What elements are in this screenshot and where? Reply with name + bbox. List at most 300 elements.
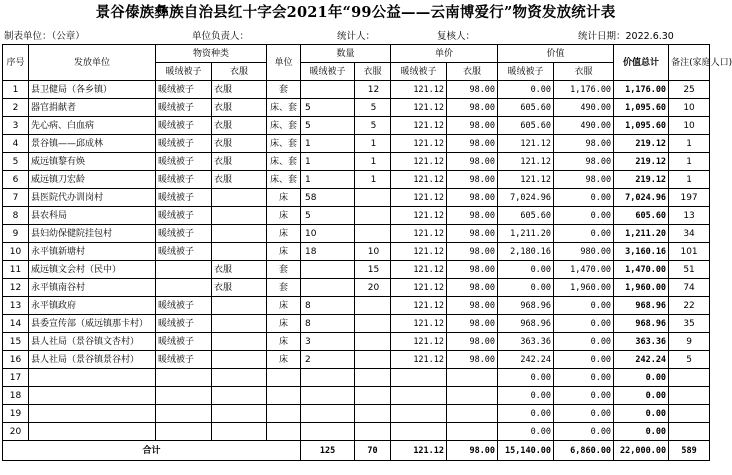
table-body <box>3 81 710 441</box>
table-row <box>3 423 710 441</box>
header-value-total: 价值总计 <box>614 45 669 81</box>
row-qty-cloth <box>355 351 391 369</box>
row-qty-quilt: 10 <box>301 225 355 243</box>
row-value-cloth: 98.00 <box>554 171 614 189</box>
row-qty-cloth <box>355 225 391 243</box>
table-row <box>3 189 710 207</box>
row-type-cloth <box>212 405 267 423</box>
row-qty-cloth <box>355 207 391 225</box>
row-unit: 床 <box>267 297 301 315</box>
row-remark <box>669 369 710 387</box>
row-qty-cloth: 10 <box>355 243 391 261</box>
row-price-cloth: 98.00 <box>447 207 498 225</box>
row-value-cloth: 0.00 <box>554 333 614 351</box>
row-unit <box>267 405 301 423</box>
row-unit: 床 <box>267 189 301 207</box>
row-price-quilt: 121.12 <box>391 171 447 189</box>
row-unit: 床 <box>267 351 301 369</box>
row-type-quilt: 暖绒被子 <box>156 81 212 99</box>
row-type-quilt: 暖绒被子 <box>156 225 212 243</box>
row-price-quilt <box>391 423 447 441</box>
table-row <box>3 135 710 153</box>
row-qty-quilt <box>301 387 355 405</box>
row-unit: 床 <box>267 243 301 261</box>
row-seq: 7 <box>3 189 29 207</box>
row-type-cloth <box>212 297 267 315</box>
meta-lead: 单位负责人： <box>192 31 250 42</box>
row-qty-cloth: 5 <box>355 99 391 117</box>
table-row <box>3 405 710 423</box>
row-seq: 4 <box>3 135 29 153</box>
row-value-cloth: 1,176.00 <box>554 81 614 99</box>
row-remark: 1 <box>669 171 710 189</box>
table-row <box>3 171 710 189</box>
row-price-quilt: 121.12 <box>391 261 447 279</box>
total-value-cloth: 6,860.00 <box>554 441 614 461</box>
table-row <box>3 261 710 279</box>
total-row <box>3 441 710 461</box>
row-seq: 10 <box>3 243 29 261</box>
row-value-total: 0.00 <box>614 405 669 423</box>
row-qty-quilt: 5 <box>301 99 355 117</box>
row-type-quilt: 暖绒被子 <box>156 333 212 351</box>
row-remark: 1 <box>669 135 710 153</box>
row-unit: 床 <box>267 333 301 351</box>
row-remark: 22 <box>669 297 710 315</box>
row-qty-quilt <box>301 279 355 297</box>
row-price-quilt: 121.12 <box>391 189 447 207</box>
row-value-cloth: 0.00 <box>554 423 614 441</box>
row-value-cloth: 0.00 <box>554 387 614 405</box>
row-value-cloth: 0.00 <box>554 297 614 315</box>
row-price-cloth <box>447 369 498 387</box>
row-value-quilt: 121.12 <box>498 153 554 171</box>
row-qty-cloth <box>355 297 391 315</box>
row-type-cloth: 衣服 <box>212 153 267 171</box>
row-issuer: 永平镇南谷村 <box>29 279 156 297</box>
row-qty-quilt: 8 <box>301 297 355 315</box>
row-qty-cloth: 20 <box>355 279 391 297</box>
row-type-quilt: 暖绒被子 <box>156 117 212 135</box>
row-type-quilt <box>156 279 212 297</box>
row-price-cloth: 98.00 <box>447 99 498 117</box>
row-qty-cloth <box>355 333 391 351</box>
row-issuer: 永平镇政府 <box>29 297 156 315</box>
row-issuer: 县人社局（景谷镇景谷村） <box>29 351 156 369</box>
row-issuer: 县委宣传部（威远镇那卡村） <box>29 315 156 333</box>
row-value-total: 3,160.16 <box>614 243 669 261</box>
table-row <box>3 243 710 261</box>
row-price-quilt <box>391 369 447 387</box>
table-row <box>3 279 710 297</box>
row-price-cloth: 98.00 <box>447 315 498 333</box>
row-unit: 套 <box>267 279 301 297</box>
row-unit: 套 <box>267 81 301 99</box>
row-qty-cloth <box>355 315 391 333</box>
row-price-quilt: 121.12 <box>391 207 447 225</box>
row-value-total: 968.96 <box>614 315 669 333</box>
row-issuer <box>29 369 156 387</box>
row-seq: 20 <box>3 423 29 441</box>
row-type-cloth <box>212 315 267 333</box>
row-value-quilt: 605.60 <box>498 207 554 225</box>
row-value-quilt: 0.00 <box>498 81 554 99</box>
row-value-total: 1,176.00 <box>614 81 669 99</box>
row-issuer <box>29 423 156 441</box>
row-value-total: 1,470.00 <box>614 261 669 279</box>
row-type-quilt: 暖绒被子 <box>156 135 212 153</box>
table-row <box>3 297 710 315</box>
row-remark: 9 <box>669 333 710 351</box>
row-unit: 套 <box>267 261 301 279</box>
row-price-cloth <box>447 405 498 423</box>
row-qty-cloth <box>355 405 391 423</box>
sheet-title: 景谷傣族彝族自治县红十字会2021年“99公益——云南博爱行”物资发放统计表 <box>95 4 616 21</box>
row-value-total: 242.24 <box>614 351 669 369</box>
row-issuer: 先心病、白血病 <box>29 117 156 135</box>
row-value-quilt: 968.96 <box>498 297 554 315</box>
row-value-total: 1,095.60 <box>614 117 669 135</box>
row-value-quilt: 968.96 <box>498 315 554 333</box>
row-value-quilt: 605.60 <box>498 117 554 135</box>
row-value-cloth: 0.00 <box>554 315 614 333</box>
row-value-cloth: 0.00 <box>554 225 614 243</box>
row-remark: 10 <box>669 117 710 135</box>
row-price-quilt: 121.12 <box>391 279 447 297</box>
row-value-total: 1,095.60 <box>614 99 669 117</box>
table-row <box>3 387 710 405</box>
header-seq: 序号 <box>3 45 29 81</box>
row-type-quilt <box>156 405 212 423</box>
header-value-quilt: 暖绒被子 <box>498 63 554 81</box>
row-seq: 19 <box>3 405 29 423</box>
row-value-cloth: 1,470.00 <box>554 261 614 279</box>
table-row <box>3 369 710 387</box>
row-issuer: 永平镇新塘村 <box>29 243 156 261</box>
row-value-quilt: 0.00 <box>498 387 554 405</box>
row-qty-quilt: 1 <box>301 153 355 171</box>
row-value-quilt: 2,180.16 <box>498 243 554 261</box>
row-seq: 6 <box>3 171 29 189</box>
row-qty-quilt <box>301 81 355 99</box>
header-qty-cloth: 衣服 <box>355 63 391 81</box>
row-issuer: 器官捐献者 <box>29 99 156 117</box>
row-value-cloth: 0.00 <box>554 369 614 387</box>
row-seq: 15 <box>3 333 29 351</box>
row-qty-cloth <box>355 189 391 207</box>
row-unit <box>267 423 301 441</box>
header-price-quilt: 暖绒被子 <box>391 63 447 81</box>
row-qty-quilt: 8 <box>301 315 355 333</box>
row-type-cloth <box>212 387 267 405</box>
row-qty-cloth: 5 <box>355 117 391 135</box>
row-type-quilt: 暖绒被子 <box>156 297 212 315</box>
row-type-quilt: 暖绒被子 <box>156 207 212 225</box>
total-remark: 589 <box>669 441 710 461</box>
row-remark: 197 <box>669 189 710 207</box>
row-type-quilt <box>156 387 212 405</box>
row-price-quilt: 121.12 <box>391 297 447 315</box>
row-value-total: 7,024.96 <box>614 189 669 207</box>
header-material-type: 物资种类 <box>156 45 267 63</box>
row-remark: 10 <box>669 99 710 117</box>
row-qty-quilt: 1 <box>301 171 355 189</box>
row-price-quilt <box>391 405 447 423</box>
row-seq: 11 <box>3 261 29 279</box>
header-type-cloth: 衣服 <box>212 63 267 81</box>
distribution-table <box>2 44 732 461</box>
row-qty-quilt <box>301 261 355 279</box>
row-seq: 1 <box>3 81 29 99</box>
row-unit: 床、套 <box>267 117 301 135</box>
row-seq: 5 <box>3 153 29 171</box>
table-row <box>3 333 710 351</box>
row-value-cloth: 98.00 <box>554 135 614 153</box>
row-type-quilt: 暖绒被子 <box>156 99 212 117</box>
row-issuer: 县卫健局（各乡镇） <box>29 81 156 99</box>
row-type-quilt <box>156 423 212 441</box>
table-row <box>3 153 710 171</box>
row-remark <box>669 405 710 423</box>
row-issuer: 威远镇文会村（民中） <box>29 261 156 279</box>
row-price-quilt: 121.12 <box>391 153 447 171</box>
row-price-quilt <box>391 387 447 405</box>
header-price: 单价 <box>391 45 498 63</box>
row-qty-cloth <box>355 369 391 387</box>
row-value-total: 219.12 <box>614 171 669 189</box>
row-value-total: 1,211.20 <box>614 225 669 243</box>
header-type-quilt: 暖绒被子 <box>156 63 212 81</box>
meta-review: 复核人： <box>437 31 476 42</box>
total-price-quilt: 121.12 <box>391 441 447 461</box>
meta-row <box>0 27 711 43</box>
row-issuer: 威远镇刀宏龄 <box>29 171 156 189</box>
row-qty-quilt <box>301 423 355 441</box>
row-price-cloth: 98.00 <box>447 81 498 99</box>
row-value-quilt: 0.00 <box>498 369 554 387</box>
row-qty-cloth: 1 <box>355 153 391 171</box>
row-value-quilt: 0.00 <box>498 261 554 279</box>
meta-date: 统计日期：2022.6.30 <box>578 31 674 42</box>
row-remark: 34 <box>669 225 710 243</box>
row-seq: 17 <box>3 369 29 387</box>
row-price-cloth: 98.00 <box>447 117 498 135</box>
row-type-cloth: 衣服 <box>212 135 267 153</box>
row-qty-quilt: 1 <box>301 135 355 153</box>
row-value-quilt: 363.36 <box>498 333 554 351</box>
row-price-quilt: 121.12 <box>391 243 447 261</box>
row-type-cloth <box>212 189 267 207</box>
row-issuer: 县农科局 <box>29 207 156 225</box>
row-price-cloth: 98.00 <box>447 189 498 207</box>
row-qty-quilt <box>301 405 355 423</box>
row-value-total: 219.12 <box>614 135 669 153</box>
row-unit: 床 <box>267 315 301 333</box>
row-qty-quilt: 5 <box>301 117 355 135</box>
row-issuer: 县妇幼保健院挂包村 <box>29 225 156 243</box>
row-value-total: 363.36 <box>614 333 669 351</box>
row-value-cloth: 490.00 <box>554 99 614 117</box>
row-seq: 9 <box>3 225 29 243</box>
row-remark <box>669 423 710 441</box>
row-type-quilt: 暖绒被子 <box>156 315 212 333</box>
row-qty-quilt: 3 <box>301 333 355 351</box>
row-value-total: 0.00 <box>614 423 669 441</box>
row-type-cloth: 衣服 <box>212 261 267 279</box>
row-remark: 1 <box>669 153 710 171</box>
row-unit: 床、套 <box>267 153 301 171</box>
row-type-quilt <box>156 369 212 387</box>
row-value-total: 0.00 <box>614 387 669 405</box>
header-value: 价值 <box>498 45 614 63</box>
row-seq: 18 <box>3 387 29 405</box>
row-price-cloth <box>447 423 498 441</box>
row-type-quilt: 暖绒被子 <box>156 351 212 369</box>
header-value-cloth: 衣服 <box>554 63 614 81</box>
row-price-quilt: 121.12 <box>391 117 447 135</box>
row-price-cloth: 98.00 <box>447 297 498 315</box>
total-price-cloth: 98.00 <box>447 441 498 461</box>
row-unit: 床 <box>267 225 301 243</box>
row-price-quilt: 121.12 <box>391 351 447 369</box>
row-price-cloth: 98.00 <box>447 333 498 351</box>
total-qty-quilt: 125 <box>301 441 355 461</box>
row-seq: 13 <box>3 297 29 315</box>
row-qty-cloth: 1 <box>355 135 391 153</box>
row-value-cloth: 98.00 <box>554 153 614 171</box>
row-issuer <box>29 405 156 423</box>
row-unit: 床、套 <box>267 135 301 153</box>
row-value-total: 219.12 <box>614 153 669 171</box>
row-qty-cloth <box>355 387 391 405</box>
header-issuer: 发放单位 <box>29 45 156 81</box>
row-qty-cloth: 12 <box>355 81 391 99</box>
row-type-quilt: 暖绒被子 <box>156 243 212 261</box>
row-qty-quilt: 2 <box>301 351 355 369</box>
row-issuer: 景谷镇——邱成林 <box>29 135 156 153</box>
row-seq: 3 <box>3 117 29 135</box>
row-type-cloth: 衣服 <box>212 171 267 189</box>
row-qty-quilt <box>301 369 355 387</box>
row-price-cloth <box>447 387 498 405</box>
row-value-cloth: 1,960.00 <box>554 279 614 297</box>
row-price-quilt: 121.12 <box>391 315 447 333</box>
row-issuer <box>29 387 156 405</box>
row-remark: 51 <box>669 261 710 279</box>
row-price-quilt: 121.12 <box>391 333 447 351</box>
row-seq: 8 <box>3 207 29 225</box>
row-value-quilt: 0.00 <box>498 405 554 423</box>
row-value-quilt: 0.00 <box>498 423 554 441</box>
total-qty-cloth: 70 <box>355 441 391 461</box>
row-price-quilt: 121.12 <box>391 135 447 153</box>
row-unit <box>267 369 301 387</box>
row-remark: 13 <box>669 207 710 225</box>
row-issuer: 威远镇黎有焕 <box>29 153 156 171</box>
header-price-cloth: 衣服 <box>447 63 498 81</box>
row-type-quilt: 暖绒被子 <box>156 153 212 171</box>
row-type-cloth <box>212 243 267 261</box>
header-unit: 单位 <box>267 45 301 81</box>
row-type-cloth <box>212 369 267 387</box>
table-row <box>3 81 710 99</box>
meta-unit: 制表单位：（公章） <box>4 31 85 42</box>
row-price-cloth: 98.00 <box>447 279 498 297</box>
row-value-quilt: 242.24 <box>498 351 554 369</box>
row-value-quilt: 121.12 <box>498 171 554 189</box>
row-qty-cloth <box>355 423 391 441</box>
row-remark: 25 <box>669 81 710 99</box>
row-value-total: 968.96 <box>614 297 669 315</box>
row-price-cloth: 98.00 <box>447 135 498 153</box>
row-value-quilt: 7,024.96 <box>498 189 554 207</box>
row-seq: 12 <box>3 279 29 297</box>
row-type-cloth: 衣服 <box>212 99 267 117</box>
row-price-cloth: 98.00 <box>447 351 498 369</box>
total-label: 合计 <box>3 441 301 461</box>
row-value-cloth: 980.00 <box>554 243 614 261</box>
row-value-cloth: 490.00 <box>554 117 614 135</box>
table-row <box>3 351 710 369</box>
row-value-total: 605.60 <box>614 207 669 225</box>
row-unit <box>267 387 301 405</box>
row-unit: 床、套 <box>267 99 301 117</box>
row-seq: 14 <box>3 315 29 333</box>
row-qty-quilt: 18 <box>301 243 355 261</box>
table-row <box>3 117 710 135</box>
row-value-quilt: 0.00 <box>498 279 554 297</box>
row-price-cloth: 98.00 <box>447 171 498 189</box>
table-row <box>3 225 710 243</box>
table-row <box>3 207 710 225</box>
row-remark: 5 <box>669 351 710 369</box>
row-value-cloth: 0.00 <box>554 405 614 423</box>
row-type-quilt: 暖绒被子 <box>156 171 212 189</box>
header-qty: 数量 <box>301 45 391 63</box>
row-unit: 床 <box>267 207 301 225</box>
row-qty-quilt: 5 <box>301 207 355 225</box>
row-price-quilt: 121.12 <box>391 225 447 243</box>
row-qty-quilt: 58 <box>301 189 355 207</box>
row-remark: 74 <box>669 279 710 297</box>
row-remark: 35 <box>669 315 710 333</box>
row-remark <box>669 387 710 405</box>
meta-stat: 统计人： <box>337 31 376 42</box>
total-value-quilt: 15,140.00 <box>498 441 554 461</box>
row-seq: 16 <box>3 351 29 369</box>
row-price-cloth: 98.00 <box>447 153 498 171</box>
row-price-quilt: 121.12 <box>391 99 447 117</box>
row-value-total: 0.00 <box>614 369 669 387</box>
row-value-cloth: 0.00 <box>554 207 614 225</box>
row-seq: 2 <box>3 99 29 117</box>
row-issuer: 县医院代办训岗村 <box>29 189 156 207</box>
row-price-quilt: 121.12 <box>391 81 447 99</box>
row-value-total: 1,960.00 <box>614 279 669 297</box>
row-issuer: 县人社局（景谷镇文杏村） <box>29 333 156 351</box>
table-row <box>3 99 710 117</box>
row-qty-cloth: 1 <box>355 171 391 189</box>
row-value-quilt: 1,211.20 <box>498 225 554 243</box>
row-type-quilt <box>156 261 212 279</box>
row-type-cloth <box>212 225 267 243</box>
row-price-cloth: 98.00 <box>447 243 498 261</box>
row-value-cloth: 0.00 <box>554 189 614 207</box>
row-remark: 101 <box>669 243 710 261</box>
row-qty-cloth: 15 <box>355 261 391 279</box>
row-value-quilt: 605.60 <box>498 99 554 117</box>
row-type-cloth <box>212 207 267 225</box>
